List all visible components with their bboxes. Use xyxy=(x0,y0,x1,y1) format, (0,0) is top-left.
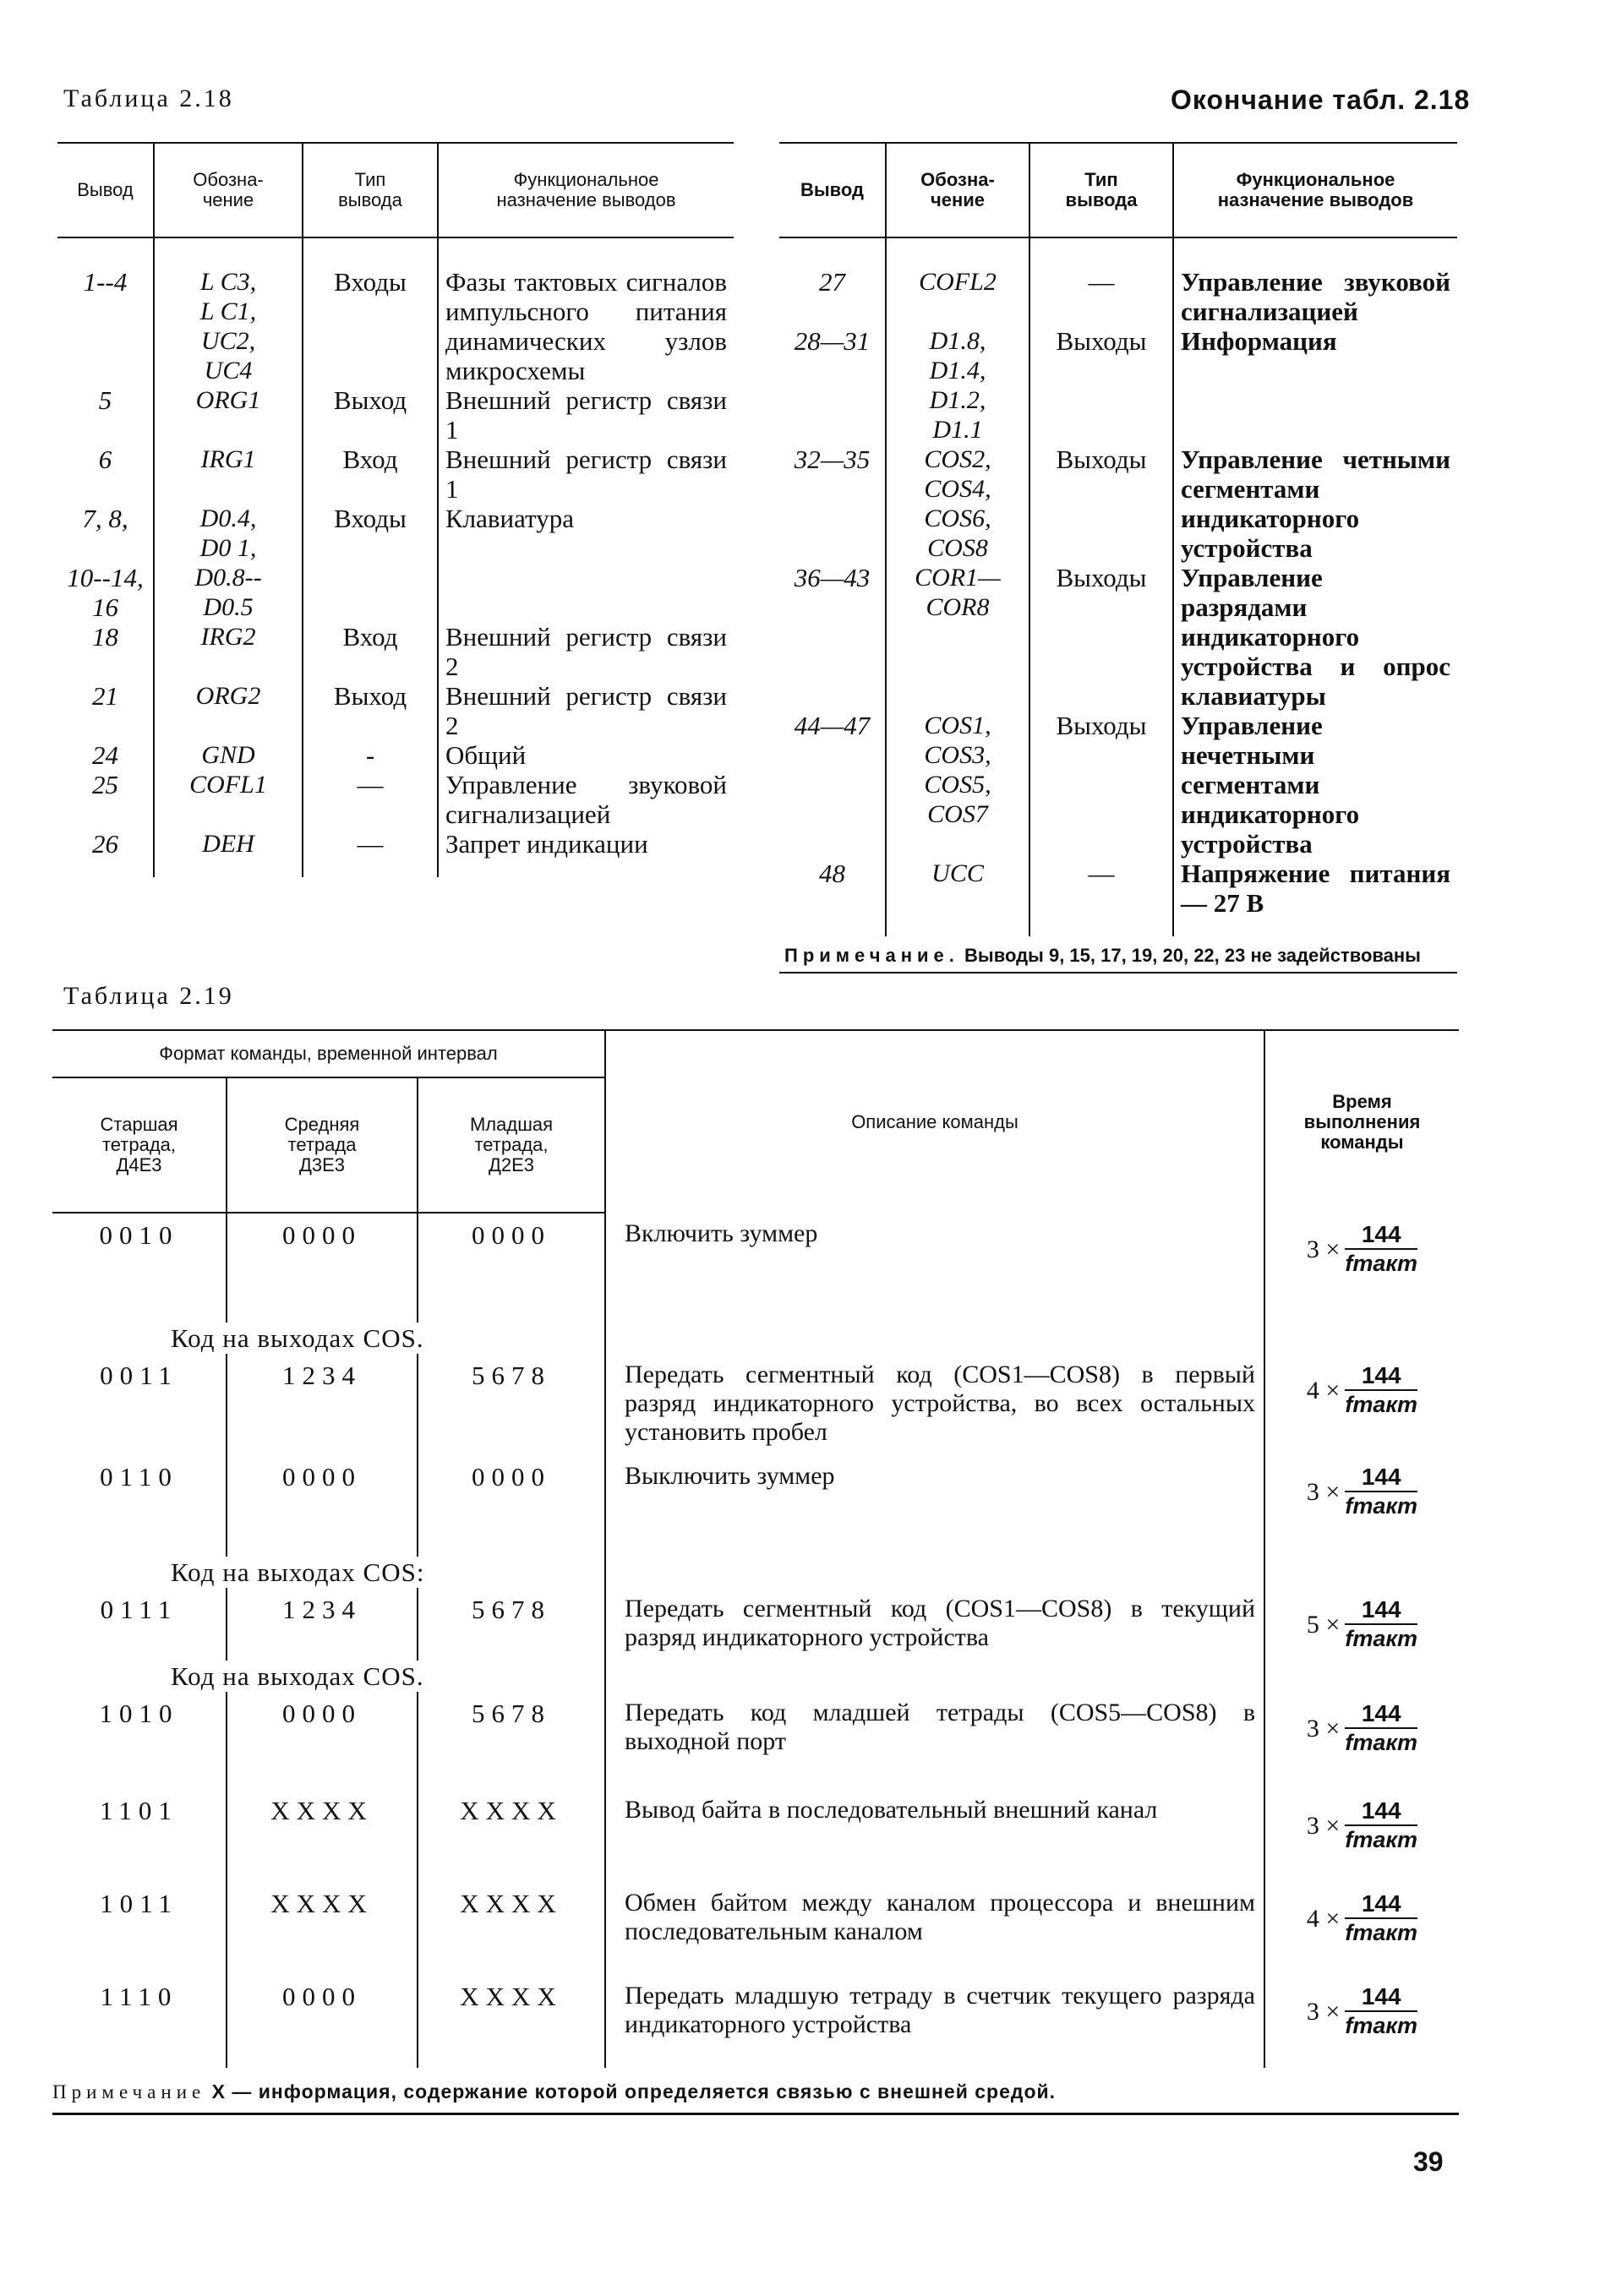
cell-function: Внешний регистр связи 2 xyxy=(438,681,734,740)
table-row xyxy=(779,563,1457,711)
header-type-label: Тип вывода xyxy=(338,169,402,210)
cell-description: Вывод байта в последовательный внешний канал xyxy=(605,1789,1264,1882)
cell-pin: 32—35 xyxy=(794,444,871,474)
time-fraction xyxy=(1345,1797,1417,1853)
time-numerator: 144 xyxy=(1345,1890,1417,1919)
time-denominator: fтакт xyxy=(1345,1392,1418,1417)
table-row xyxy=(52,1588,1459,1661)
cell-description: Передать код младшей тетрады (COS5—COS8) в выходной порт xyxy=(605,1692,1264,1789)
header-signal xyxy=(886,143,1029,237)
spacer-cell xyxy=(605,1661,1264,1692)
header-type xyxy=(1029,143,1173,237)
spacer-cell xyxy=(605,1323,1264,1354)
cell-mid: 0000 xyxy=(227,1975,418,2068)
header-pin-label: Вывод xyxy=(77,179,134,200)
note-text: X — информация, содержание которой определяется связью с внешней средой. xyxy=(211,2081,1057,2102)
cell-mid: 0000 xyxy=(227,1692,418,1789)
header-high-label: Старшая тетрада, Д4Е3 xyxy=(100,1114,178,1175)
cell-pin: 27 xyxy=(819,267,845,297)
table-row xyxy=(52,1455,1459,1557)
table-row xyxy=(779,237,1457,326)
cell-signal: L C3, L C1, UC2, UC4 xyxy=(154,237,303,385)
table-row xyxy=(779,444,1457,563)
time-numerator: 144 xyxy=(1345,1983,1417,2012)
cell-description: Обмен байтом между каналом процессора и внешним последовательным каналом xyxy=(605,1882,1264,1975)
header-type xyxy=(303,143,438,237)
table-row xyxy=(52,1789,1459,1882)
cell-function: Управление нечетными сегментами индикаторного устройства xyxy=(1173,711,1457,859)
table-row xyxy=(57,622,734,681)
cell-type: Выходы xyxy=(1029,711,1173,859)
time-numerator: 144 xyxy=(1345,1464,1417,1492)
table-2-19-caption: Таблица 2.19 xyxy=(63,982,234,1010)
cell-high: 1101 xyxy=(100,1796,178,1825)
cell-pin: 44—47 xyxy=(794,711,871,740)
cell-function: Внешний регистр связи 1 xyxy=(438,385,734,444)
cell-function: Фазы тактовых сигналов импульсного питания динамических узлов микросхемы xyxy=(438,237,734,385)
spacer-cell xyxy=(1264,1323,1459,1354)
cell-pin: 24 xyxy=(92,740,118,770)
cell-pin: 28—31 xyxy=(794,326,871,356)
bottom-rule xyxy=(52,2113,1459,2115)
spacer-cell xyxy=(1264,1557,1459,1588)
cell-description: Передать сегментный код (COS1—COS8) в текущий разряд индикаторного устройства xyxy=(605,1588,1264,1661)
cell-high: 1110 xyxy=(100,1982,178,2011)
time-multiplier: 3 × xyxy=(1306,1811,1341,1840)
time-denominator: fтакт xyxy=(1345,1493,1418,1519)
code-label-row xyxy=(52,1661,1459,1692)
cell-high: 1011 xyxy=(100,1889,178,1918)
cell-signal: IRG2 xyxy=(154,622,303,681)
table-2-18-continuation-caption: Окончание табл. 2.18 xyxy=(1171,85,1471,115)
cell-time xyxy=(1264,1354,1459,1455)
cell-pin: 21 xyxy=(92,681,118,711)
cell-low: 5678 xyxy=(418,1692,605,1789)
cell-pin: 26 xyxy=(92,829,118,859)
table-row xyxy=(52,1354,1459,1455)
header-function-label: Функциональное назначение выводов xyxy=(496,169,676,210)
cell-function: Напряжение питания — 27 В xyxy=(1173,859,1457,936)
cell-signal: UCC xyxy=(886,859,1029,936)
time-fraction xyxy=(1345,1890,1417,1946)
cell-signal: D1.8, D1.4, D1.2, D1.1 xyxy=(886,326,1029,444)
cell-mid: 1234 xyxy=(227,1354,418,1455)
cell-function: Управление звуковой сигнализацией xyxy=(438,770,734,829)
cell-function: Управление разрядами индикаторного устройства и опрос клавиатуры xyxy=(1173,563,1457,711)
cell-low: 5678 xyxy=(418,1588,605,1661)
cell-low: XXXX xyxy=(418,1975,605,2068)
cell-signal: COFL2 xyxy=(886,237,1029,326)
cell-function: Управление звуковой сигнализацией xyxy=(1173,237,1457,326)
note-label: Примечание xyxy=(52,2081,206,2102)
table-row xyxy=(57,444,734,504)
cell-signal: IRG1 xyxy=(154,444,303,504)
time-fraction xyxy=(1345,1983,1417,2039)
time-multiplier: 3 × xyxy=(1306,1997,1341,2026)
time-fraction xyxy=(1345,1596,1417,1652)
table-row xyxy=(779,326,1457,444)
cell-type: Выходы xyxy=(1029,326,1173,444)
cell-high: 0010 xyxy=(99,1220,179,1250)
cell-type: — xyxy=(303,770,438,829)
table-row xyxy=(52,1213,1459,1323)
cell-type: Выходы xyxy=(1029,444,1173,563)
spacer-cell xyxy=(1264,1661,1459,1692)
time-denominator: fтакт xyxy=(1345,1730,1418,1755)
table-row xyxy=(57,740,734,770)
table-row xyxy=(57,681,734,740)
cell-mid: 0000 xyxy=(227,1455,418,1557)
cell-pin: 7, 8, 10--14, 16 xyxy=(67,504,144,622)
header-pin xyxy=(57,143,154,237)
cell-low: 5678 xyxy=(418,1354,605,1455)
time-denominator: fтакт xyxy=(1345,2013,1418,2038)
cell-type: Входы xyxy=(303,504,438,622)
time-multiplier: 3 × xyxy=(1306,1477,1341,1506)
time-numerator: 144 xyxy=(1345,1797,1417,1826)
cell-type: Выход xyxy=(303,385,438,444)
cell-type: — xyxy=(303,829,438,877)
table-2-18-left xyxy=(57,142,734,877)
cell-low: XXXX xyxy=(418,1882,605,1975)
time-multiplier: 5 × xyxy=(1306,1610,1341,1639)
time-denominator: fтакт xyxy=(1345,1251,1418,1276)
table-row xyxy=(57,504,734,622)
header-type-label: Тип вывода xyxy=(1065,169,1138,210)
cell-description: Включить зуммер xyxy=(605,1213,1264,1323)
note-text: Выводы 9, 15, 17, 19, 20, 22, 23 не задействованы xyxy=(964,945,1421,966)
header-description xyxy=(605,1030,1264,1213)
table-row xyxy=(779,859,1457,936)
cell-high: 1010 xyxy=(99,1699,179,1728)
code-label-row xyxy=(52,1323,1459,1354)
time-multiplier: 3 × xyxy=(1306,1235,1341,1263)
header-function-label: Функциональное назначение выводов xyxy=(1217,169,1414,210)
cell-high: 0111 xyxy=(100,1595,178,1624)
cell-function: Информация xyxy=(1173,326,1457,444)
cell-pin: 18 xyxy=(92,622,118,652)
time-denominator: fтакт xyxy=(1345,1626,1418,1651)
time-multiplier: 4 × xyxy=(1306,1376,1341,1404)
cell-low: 0000 xyxy=(418,1213,605,1323)
header-format-label: Формат команды, временной интервал xyxy=(159,1043,498,1064)
header-high xyxy=(52,1077,227,1213)
code-label: Код на выходах COS. xyxy=(171,1323,424,1353)
cell-mid: 0000 xyxy=(227,1213,418,1323)
header-signal-label: Обозна- чение xyxy=(193,169,264,210)
cell-signal: COFL1 xyxy=(154,770,303,829)
cell-pin: 5 xyxy=(98,385,112,415)
code-label-row xyxy=(52,1557,1459,1588)
code-label: Код на выходах COS: xyxy=(171,1557,425,1587)
cell-description: Выключить зуммер xyxy=(605,1455,1264,1557)
table-row xyxy=(779,711,1457,859)
cell-mid: 1234 xyxy=(227,1588,418,1661)
cell-pin: 48 xyxy=(819,859,845,888)
header-low-label: Младшая тетрада, Д2Е3 xyxy=(469,1114,554,1175)
table-row xyxy=(52,1692,1459,1789)
cell-type: Выход xyxy=(303,681,438,740)
time-numerator: 144 xyxy=(1345,1221,1417,1250)
table-2-18-right xyxy=(779,142,1457,973)
cell-pin: 6 xyxy=(98,444,112,474)
time-denominator: fтакт xyxy=(1345,1827,1418,1852)
cell-time xyxy=(1264,1975,1459,2068)
cell-function: Внешний регистр связи 2 xyxy=(438,622,734,681)
cell-time xyxy=(1264,1588,1459,1661)
spacer-cell xyxy=(605,1557,1264,1588)
header-signal-label: Обозна- чение xyxy=(920,169,995,210)
cell-high: 0011 xyxy=(100,1361,178,1390)
cell-pin: 25 xyxy=(92,770,118,799)
cell-function: Управление четными сегментами индикаторного устройства xyxy=(1173,444,1457,563)
time-fraction xyxy=(1345,1362,1417,1418)
table-row xyxy=(52,1882,1459,1975)
cell-signal: ORG1 xyxy=(154,385,303,444)
cell-time xyxy=(1264,1213,1459,1323)
cell-type: Выходы xyxy=(1029,563,1173,711)
header-low xyxy=(418,1077,605,1213)
table-2-18-caption: Таблица 2.18 xyxy=(63,85,234,112)
header-mid-label: Средняя тетрада Д3Е3 xyxy=(284,1114,360,1175)
table-2-19-note xyxy=(52,2081,1056,2103)
cell-signal: GND xyxy=(154,740,303,770)
table-2-18-note xyxy=(779,936,1457,973)
table-row xyxy=(57,237,734,385)
cell-description: Передать сегментный код (COS1—COS8) в первый разряд индикаторного устройства, во всех остальных установить пробел xyxy=(605,1354,1264,1455)
time-denominator: fтакт xyxy=(1345,1920,1418,1945)
cell-low: 0000 xyxy=(418,1455,605,1557)
cell-mid: XXXX xyxy=(227,1789,418,1882)
time-numerator: 144 xyxy=(1345,1362,1417,1391)
cell-function: Общий xyxy=(438,740,734,770)
cell-pin: 36—43 xyxy=(794,563,871,592)
time-numerator: 144 xyxy=(1345,1700,1417,1729)
cell-low: XXXX xyxy=(418,1789,605,1882)
time-multiplier: 4 × xyxy=(1306,1904,1341,1933)
table-row xyxy=(57,829,734,877)
header-description-label: Описание команды xyxy=(851,1110,1018,1132)
cell-type: — xyxy=(1029,859,1173,936)
cell-pin: 1--4 xyxy=(83,267,128,297)
cell-function: Клавиатура xyxy=(438,504,734,622)
cell-signal: COS1, COS3, COS5, COS7 xyxy=(886,711,1029,859)
cell-type: — xyxy=(1029,237,1173,326)
cell-high: 0110 xyxy=(100,1462,178,1492)
cell-type: Вход xyxy=(303,444,438,504)
note-label: Примечание. xyxy=(784,945,959,966)
cell-signal: D0.4, D0 1, D0.8-- D0.5 xyxy=(154,504,303,622)
time-fraction xyxy=(1345,1700,1417,1756)
cell-time xyxy=(1264,1789,1459,1882)
cell-signal: COR1— COR8 xyxy=(886,563,1029,711)
time-multiplier: 3 × xyxy=(1306,1714,1341,1742)
cell-function: Запрет индикации xyxy=(438,829,734,877)
cell-signal: COS2, COS4, COS6, COS8 xyxy=(886,444,1029,563)
cell-time xyxy=(1264,1455,1459,1557)
cell-signal: ORG2 xyxy=(154,681,303,740)
table-row xyxy=(52,1975,1459,2068)
cell-signal: DEH xyxy=(154,829,303,877)
code-label: Код на выходах COS. xyxy=(171,1661,424,1691)
cell-mid: XXXX xyxy=(227,1882,418,1975)
cell-time xyxy=(1264,1692,1459,1789)
time-fraction xyxy=(1345,1464,1417,1519)
header-time-label: Время выполнения команды xyxy=(1303,1090,1421,1153)
header-pin xyxy=(779,143,886,237)
header-function xyxy=(1173,143,1457,237)
page-number: 39 xyxy=(1413,2146,1444,2177)
cell-type: Входы xyxy=(303,237,438,385)
time-fraction xyxy=(1345,1221,1417,1277)
cell-function: Внешний регистр связи 1 xyxy=(438,444,734,504)
table-2-19 xyxy=(52,1029,1459,2068)
header-function xyxy=(438,143,734,237)
header-mid xyxy=(227,1077,418,1213)
cell-type: - xyxy=(303,740,438,770)
header-signal xyxy=(154,143,303,237)
cell-type: Вход xyxy=(303,622,438,681)
header-pin-label: Вывод xyxy=(800,179,865,200)
header-time xyxy=(1264,1030,1459,1213)
cell-time xyxy=(1264,1882,1459,1975)
cell-description: Передать младшую тетраду в счетчик текущего разряда индикаторного устройства xyxy=(605,1975,1264,2068)
time-numerator: 144 xyxy=(1345,1596,1417,1625)
table-row xyxy=(57,770,734,829)
table-row xyxy=(57,385,734,444)
header-format xyxy=(52,1030,605,1077)
